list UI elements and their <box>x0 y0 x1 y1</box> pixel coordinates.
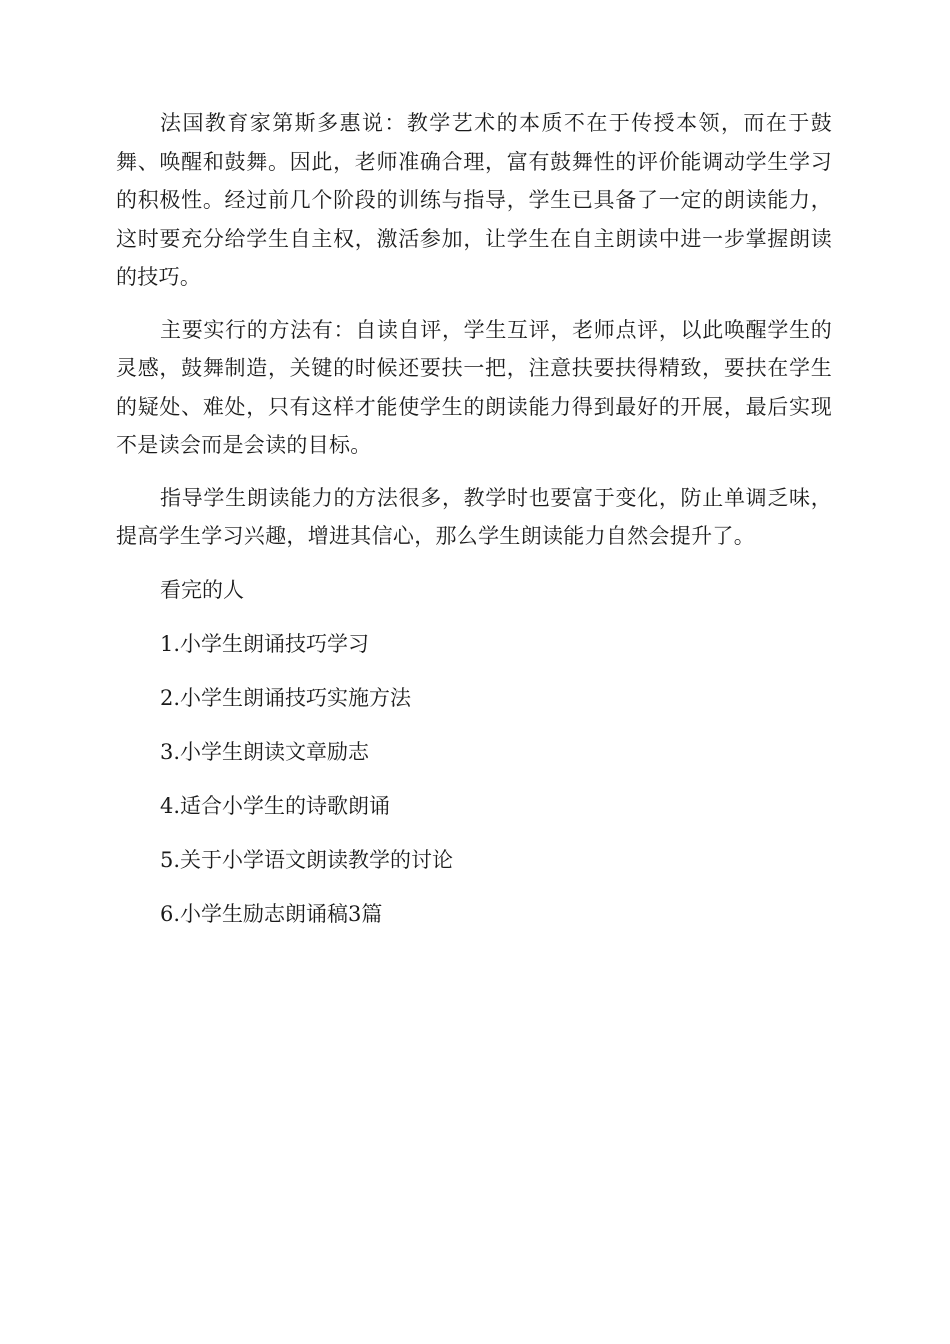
related-article-link[interactable]: 3.小学生朗读文章励志 <box>160 739 370 764</box>
article-paragraph: 法国教育家第斯多惠说：教学艺术的本质不在于传授本领，而在于鼓舞、唤醒和鼓舞。因此，老师准确合理，富有鼓舞性的评价能调动学生学习的积极性。经过前几个阶段的训练与指导，学生已具备了一定的朗读能力，这时要充分给学生自主权，激活参加，让学生在自主朗读中进一步掌握朗读的技巧。 <box>116 111 832 289</box>
article-paragraph: 指导学生朗读能力的方法很多，教学时也要富于变化，防止单调乏味，提高学生学习兴趣，增进其信心，那么学生朗读能力自然会提升了。 <box>116 485 832 548</box>
article-paragraph: 主要实行的方法有：自读自评，学生互评，老师点评，以此唤醒学生的灵感，鼓舞制造，关键的时候还要扶一把，注意扶要扶得精致，要扶在学生的疑处、难处，只有这样才能使学生的朗读能力得到最好的开展，最后实现不是读会而是会读的目标。 <box>116 317 832 457</box>
related-heading: 看完的人 <box>160 577 244 602</box>
related-article-link[interactable]: 2.小学生朗诵技巧实施方法 <box>160 685 412 710</box>
related-article-link[interactable]: 1.小学生朗诵技巧学习 <box>160 631 370 656</box>
related-article-link[interactable]: 5.关于小学语文朗读教学的讨论 <box>160 847 454 872</box>
related-article-list <box>116 625 832 933</box>
document-page <box>116 104 832 933</box>
related-article-link[interactable]: 6.小学生励志朗诵稿3篇 <box>160 901 383 926</box>
related-article-link[interactable]: 4.适合小学生的诗歌朗诵 <box>160 793 391 818</box>
